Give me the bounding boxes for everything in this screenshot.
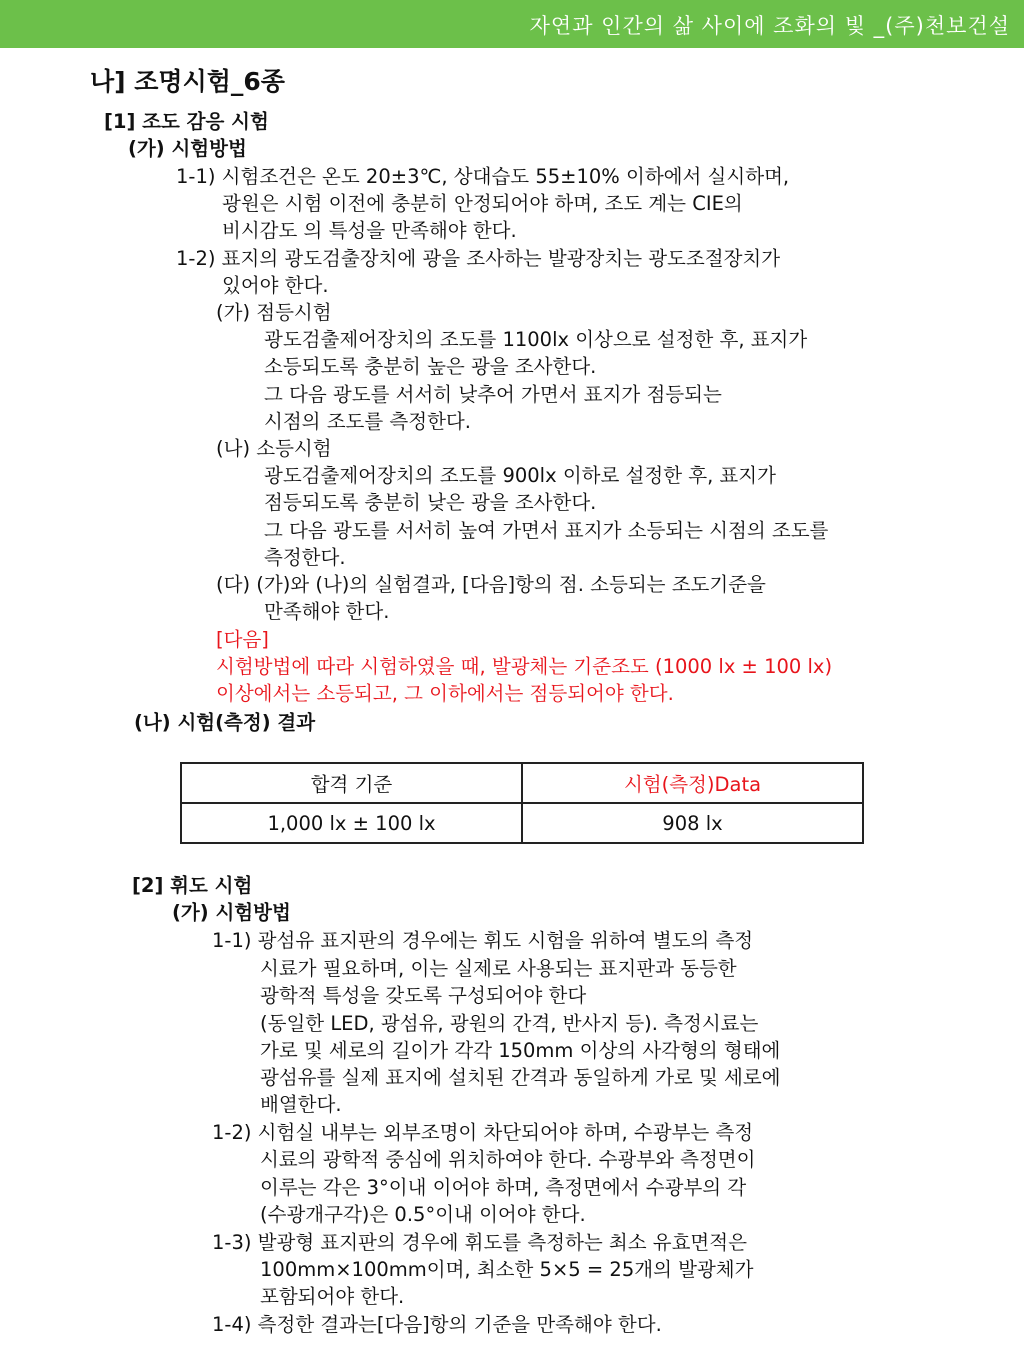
table-header-row — [181, 763, 863, 803]
test2-item-1-1-line: 광섬유를 실제 표지에 설치된 간격과 동일하게 가로 및 세로에 — [260, 1066, 781, 1089]
table-header-cell: 합격 기준 — [181, 763, 522, 803]
test1-item-1-1-line: 비시감도 의 특성을 만족해야 한다. — [222, 219, 517, 242]
table-cell: 1,000 lx ± 100 lx — [181, 803, 522, 843]
test2-item-1-1-line: 1-1) 광섬유 표지판의 경우에는 휘도 시험을 위하여 별도의 측정 — [212, 929, 754, 952]
criteria-label: [다음] — [216, 628, 269, 651]
test2-method-heading: (가) 시험방법 — [172, 901, 291, 924]
test1-item-1-2-line: 있어야 한다. — [222, 274, 329, 297]
test2-item-1-3-line: 100mm×100mm이며, 최소한 5×5 = 25개의 발광체가 — [260, 1258, 754, 1281]
test2-item-1-2-line: 시료의 광학적 중심에 위치하여야 한다. 수광부와 측정면이 — [260, 1148, 756, 1171]
sub-na-line: 광도검출제어장치의 조도를 900lx 이하로 설정한 후, 표지가 — [264, 464, 776, 487]
test1-item-1-1-line: 광원은 시험 이전에 충분히 안정되어야 하며, 조도 계는 CIE의 — [222, 192, 743, 215]
sub-ga-line: 소등되도록 충분히 높은 광을 조사한다. — [264, 355, 597, 378]
sub-ga-label: (가) 점등시험 — [216, 301, 332, 324]
sub-ga-line: 시점의 조도를 측정한다. — [264, 410, 471, 433]
test2-item-1-1-line: 광학적 특성을 갖도록 구성되어야 한다 — [260, 984, 587, 1007]
banner-text: 자연과 인간의 삶 사이에 조화의 빛 _(주)천보건설 — [529, 14, 1010, 38]
test1-heading: [1] 조도 감응 시험 — [104, 110, 269, 133]
table-row — [181, 803, 863, 843]
test2-item-1-3-line: 1-3) 발광형 표지판의 경우에 휘도를 측정하는 최소 유효면적은 — [212, 1231, 747, 1254]
test2-item-1-1-line: 시료가 필요하며, 이는 실제로 사용되는 표지판과 동등한 — [260, 957, 737, 980]
criteria-line: 이상에서는 소등되고, 그 이하에서는 점등되어야 한다. — [216, 682, 674, 705]
table-header-cell: 시험(측정)Data — [522, 763, 863, 803]
test2-item-1-3-line: 포함되어야 한다. — [260, 1285, 405, 1308]
test1-item-1-2-line: 1-2) 표지의 광도검출장치에 광을 조사하는 발광장치는 광도조절장치가 — [176, 247, 781, 270]
sub-na-line: 그 다음 광도를 서서히 높여 가면서 표지가 소등되는 시점의 조도를 — [264, 519, 829, 542]
sub-ga-line: 그 다음 광도를 서서히 낮추어 가면서 표지가 점등되는 — [264, 383, 722, 406]
test2-item-1-1-line: (동일한 LED, 광섬유, 광원의 간격, 반사지 등). 측정시료는 — [260, 1012, 759, 1035]
sub-da-line: (다) (가)와 (나)의 실험결과, [다음]항의 점. 소등되는 조도기준을 — [216, 573, 766, 596]
test2-item-1-2-line: 1-2) 시험실 내부는 외부조명이 차단되어야 하며, 수광부는 측정 — [212, 1121, 754, 1144]
header-banner — [0, 0, 1024, 48]
test1-method-heading: (가) 시험방법 — [128, 137, 247, 160]
result-table — [180, 762, 864, 844]
sub-na-line: 측정한다. — [264, 546, 346, 569]
table-cell: 908 lx — [522, 803, 863, 843]
test2-item-1-1-line: 가로 및 세로의 길이가 각각 150mm 이상의 사각형의 형태에 — [260, 1039, 781, 1062]
section-title: 나] 조명시험_6종 — [90, 67, 285, 96]
result-heading: (나) 시험(측정) 결과 — [134, 711, 316, 734]
sub-na-label: (나) 소등시험 — [216, 437, 332, 460]
criteria-line: 시험방법에 따라 시험하였을 때, 발광체는 기준조도 (1000 lx ± 100 lx) — [216, 655, 833, 678]
test2-item-1-1-line: 배열한다. — [260, 1093, 342, 1116]
test2-heading: [2] 휘도 시험 — [132, 874, 253, 897]
test2-item-1-4-line: 1-4) 측정한 결과는[다음]항의 기준을 만족해야 한다. — [212, 1313, 662, 1336]
test2-item-1-2-line: (수광개구각)은 0.5°이내 이어야 한다. — [260, 1203, 586, 1226]
sub-na-line: 점등되도록 충분히 낮은 광을 조사한다. — [264, 491, 597, 514]
sub-ga-line: 광도검출제어장치의 조도를 1100lx 이상으로 설정한 후, 표지가 — [264, 328, 808, 351]
sub-da-line: 만족해야 한다. — [264, 600, 390, 623]
test1-item-1-1-line: 1-1) 시험조건은 온도 20±3℃, 상대습도 55±10% 이하에서 실시하며, — [176, 165, 790, 188]
test2-item-1-2-line: 이루는 각은 3°이내 이어야 하며, 측정면에서 수광부의 각 — [260, 1176, 747, 1199]
